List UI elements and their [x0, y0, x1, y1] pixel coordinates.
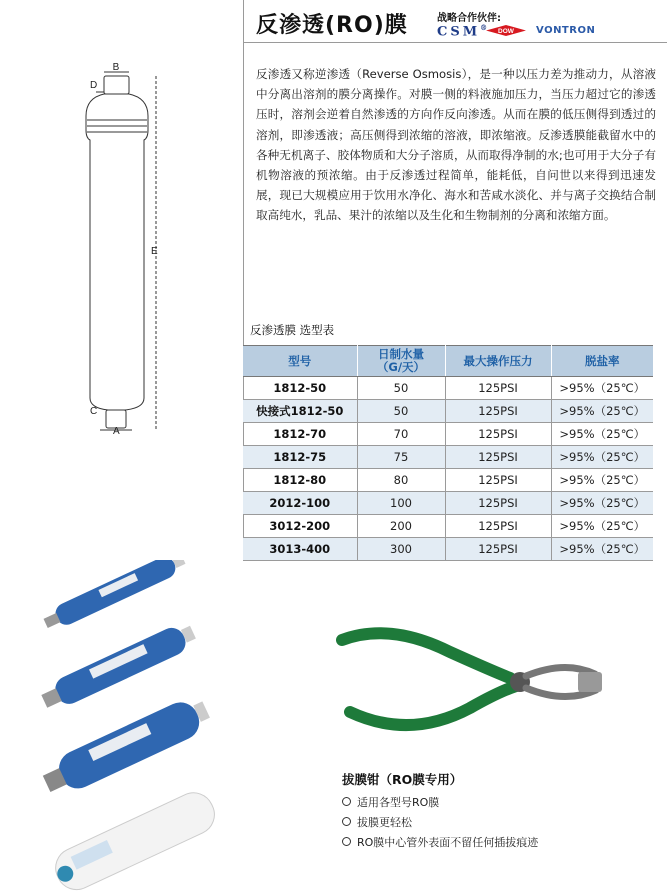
intro-paragraph: 反渗透又称逆渗透（Reverse Osmosis），是一种以压力差为推动力，从溶液中分离出溶剂的膜分离操作。对膜一侧的料液施加压力，当压力超过它的渗透压时，溶剂会逆着自然渗透的方向作反向渗透。从而在膜的低压侧得到透过的溶剂，即渗透液；高压侧得到浓缩的溶液，即浓缩液。反渗透膜能截留水中的各种无机离子、胶体物质和大分子溶质，从而取得净制的水;也可用于大分子有机物溶液的预浓缩。由于反渗透过程简单，能耗低，自问世以来得到迅速发展，现已大规模应用于饮用水净化、海水和苦咸水淡化、并与离子交换结合制取高纯水，乳品、果汁的浓缩以及生化和生物制剂的分离和浓缩方面。: [256, 67, 656, 223]
spec-table: [243, 345, 653, 561]
membrane-2: [38, 619, 198, 714]
dow-diamond-logo: [486, 25, 526, 36]
table-row: [243, 423, 653, 446]
table-row: [243, 515, 653, 538]
feature-item: [342, 814, 412, 830]
cell-rejection-rate: >95%（25℃）: [551, 492, 653, 515]
cell-max-pressure: 125PSI: [445, 400, 551, 423]
col-header-model: 型号: [243, 346, 357, 377]
cell-daily-output: 300: [357, 538, 445, 561]
tool-title: 拔膜钳（RO膜专用）: [342, 772, 463, 787]
csm-logo-text: CSM: [437, 24, 481, 40]
cell-daily-output: 50: [357, 377, 445, 400]
pliers-image: [330, 612, 630, 752]
cell-model: 1812-70: [243, 423, 357, 446]
membrane-body-outline: [86, 94, 148, 410]
cell-model: 1812-75: [243, 446, 357, 469]
table-row: [243, 377, 653, 400]
cell-max-pressure: 125PSI: [445, 492, 551, 515]
cell-daily-output: 200: [357, 515, 445, 538]
cell-daily-output: 80: [357, 469, 445, 492]
feature-text: 适用各型号RO膜: [357, 796, 440, 809]
cell-model: 3012-200: [243, 515, 357, 538]
cell-rejection-rate: >95%（25℃）: [551, 538, 653, 561]
col-header-rejection-rate: 脱盐率: [551, 346, 653, 377]
cell-daily-output: 100: [357, 492, 445, 515]
cell-rejection-rate: >95%（25℃）: [551, 423, 653, 446]
col-header-max-pressure: 最大操作压力: [445, 346, 551, 377]
ro-membrane-image: [30, 560, 230, 896]
spec-table-title: 反渗透膜 选型表: [250, 323, 335, 337]
partners-label: 战略合作伙伴:: [437, 13, 501, 24]
cell-rejection-rate: >95%（25℃）: [551, 446, 653, 469]
table-row: [243, 446, 653, 469]
feature-text: RO膜中心管外表面不留任何插拔痕迹: [357, 836, 539, 849]
header-divider: [243, 42, 667, 43]
col-header-daily-output: 日制水量 （G/天）: [357, 346, 445, 377]
cell-max-pressure: 125PSI: [445, 469, 551, 492]
feature-text: 拔膜更轻松: [357, 816, 412, 829]
cell-rejection-rate: >95%（25℃）: [551, 400, 653, 423]
cell-max-pressure: 125PSI: [445, 446, 551, 469]
membrane-3: [39, 692, 215, 801]
membrane-housing: [49, 786, 221, 896]
label-b: B: [112, 62, 120, 73]
page-title: 反渗透(RO)膜: [256, 13, 408, 38]
cell-model: 3013-400: [243, 538, 357, 561]
csm-logo: CSM®: [437, 23, 488, 40]
table-header-row: [243, 346, 653, 377]
cell-max-pressure: 125PSI: [445, 538, 551, 561]
feature-item: [342, 834, 538, 850]
cell-rejection-rate: >95%（25℃）: [551, 377, 653, 400]
cell-rejection-rate: >95%（25℃）: [551, 469, 653, 492]
membrane-dimension-diagram: [78, 58, 178, 436]
table-row: [243, 538, 653, 561]
feature-bullet-icon: [342, 817, 351, 826]
cell-max-pressure: 125PSI: [445, 377, 551, 400]
cell-rejection-rate: >95%（25℃）: [551, 515, 653, 538]
label-d: D: [90, 80, 98, 91]
cell-daily-output: 50: [357, 400, 445, 423]
cell-daily-output: 75: [357, 446, 445, 469]
label-e: E: [151, 246, 158, 257]
cell-max-pressure: 125PSI: [445, 423, 551, 446]
membrane-top-cap: [104, 76, 129, 94]
cell-max-pressure: 125PSI: [445, 515, 551, 538]
cell-daily-output: 70: [357, 423, 445, 446]
cell-model: 1812-80: [243, 469, 357, 492]
table-row: [243, 469, 653, 492]
feature-bullet-icon: [342, 837, 351, 846]
cell-model: 2012-100: [243, 492, 357, 515]
label-c: C: [90, 406, 98, 417]
membrane-1: [41, 560, 188, 633]
vontron-logo: VONTRON: [536, 25, 596, 36]
dow-logo-text: DOW: [498, 28, 514, 35]
table-row: [243, 492, 653, 515]
feature-item: [342, 794, 439, 810]
feature-bullet-icon: [342, 797, 351, 806]
table-row: [243, 400, 653, 423]
cell-model: 1812-50: [243, 377, 357, 400]
label-a: A: [113, 426, 120, 436]
cell-model: 快接式1812-50: [243, 400, 357, 423]
